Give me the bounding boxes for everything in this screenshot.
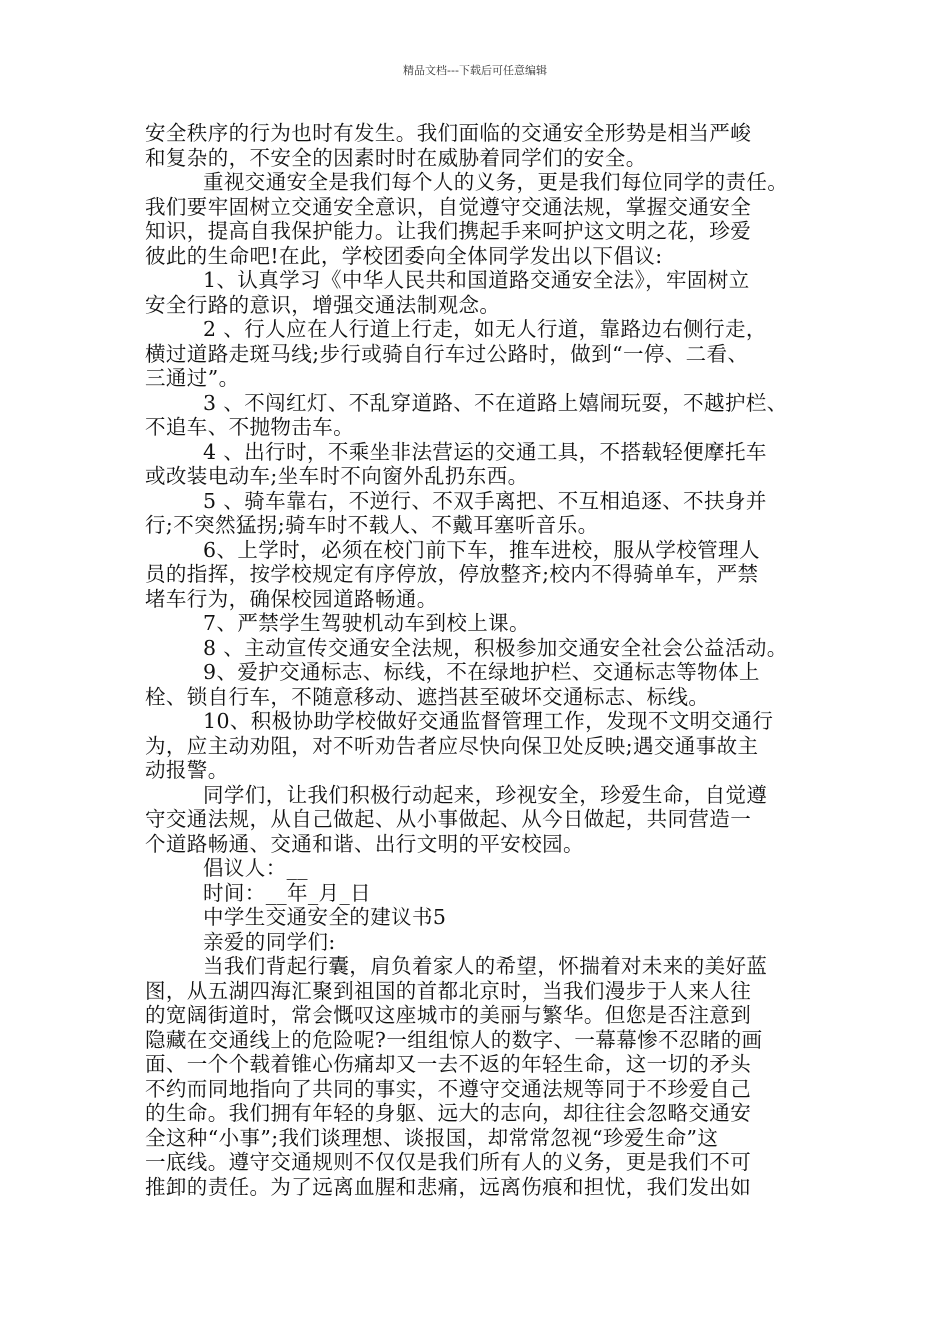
text-line: 知识，提高自我保护能力。让我们携起手来呵护这文明之花，珍爱 [145, 219, 752, 243]
text-line: 中学生交通安全的建议书5 [203, 905, 447, 929]
text-line: 一底线。遵守交通规则不仅仅是我们所有人的义务，更是我们不可 [145, 1150, 752, 1174]
text-line: 不约而同地指向了共同的事实，不遵守交通法规等同于不珍爱自己 [145, 1076, 752, 1101]
text-line: 安全秩序的行为也时有发生。我们面临的交通安全形势是相当严峻 [145, 121, 752, 145]
text-line: 员的指挥，按学校规定有序停放，停放整齐;校内不得骑单车，严禁 [145, 562, 759, 586]
text-line: 的生命。我们拥有年轻的身躯、远大的志向，却往往会忽略交通安 [145, 1101, 752, 1125]
text-line: 6、上学时，必须在校门前下车，推车进校，服从学校管理人 [203, 537, 760, 562]
text-line: 当我们背起行囊，肩负着家人的希望，怀揣着对未来的美好蓝 [203, 954, 768, 978]
text-line: 推卸的责任。为了远离血腥和悲痛，远离伤痕和担忧，我们发出如 [145, 1174, 752, 1199]
text-line: 7、严禁学生驾驶机动车到校上课。 [203, 611, 530, 635]
text-line: 重视交通安全是我们每个人的义务，更是我们每位同学的责任。 [203, 170, 789, 194]
text-line: 横过道路走斑马线;步行或骑自行车过公路时，做到“一停、二看、 [145, 341, 749, 366]
text-line: 1、认真学习《中华人民共和国道路交通安全法》，牢固树立 [203, 268, 750, 292]
text-line: 不追车、不抛物击车。 [145, 415, 354, 439]
text-line: 隐藏在交通线上的危险呢?一组组惊人的数字、一幕幕惨不忍睹的画 [145, 1027, 763, 1052]
text-line: 全这种“小事”;我们谈理想、谈报国，却常常忽视“珍爱生命”这 [145, 1125, 719, 1150]
text-line: 8 、主动宣传交通安全法规，积极参加交通安全社会公益活动。 [203, 635, 788, 660]
text-line: 堵车行为，确保校园道路畅通。 [145, 586, 438, 611]
text-line: 的宽阔街道时，常会慨叹这座城市的美丽与繁华。但您是否注意到 [145, 1003, 752, 1027]
text-line: 为，应主动劝阻，对不听劝告者应尽快向保卫处反映;遇交通事故主 [145, 733, 759, 758]
text-line: 10、积极协助学校做好交通监督管理工作，发现不文明交通行 [203, 709, 774, 733]
text-line: 行;不突然猛拐;骑车时不载人、不戴耳塞听音乐。 [145, 513, 599, 537]
text-line: 彼此的生命吧!在此，学校团委向全体同学发出以下倡议: [145, 243, 663, 268]
text-line: 面、一个个载着锥心伤痛却又一去不返的年轻生命，这一切的矛头 [145, 1052, 752, 1076]
text-line: 个道路畅通、交通和谐、出行文明的平安校园。 [145, 831, 584, 856]
page-header: 精品文档---下载后可任意编辑 [403, 64, 547, 77]
text-line: 同学们，让我们积极行动起来，珍视安全，珍爱生命，自觉遵 [203, 782, 768, 807]
text-line: 4 、出行时，不乘坐非法营运的交通工具，不搭载轻便摩托车 [203, 439, 767, 464]
text-line: 倡议人：__ [203, 856, 308, 880]
text-line: 和复杂的，不安全的因素时时在威胁着同学们的安全。 [145, 145, 647, 170]
text-line: 栓、锁自行车，不随意移动、遮挡甚至破坏交通标志、标线。 [145, 684, 710, 709]
document-body [145, 121, 817, 1199]
text-line: 动报警。 [145, 758, 229, 782]
text-line: 图，从五湖四海汇聚到祖国的首都北京时，当我们漫步于人来人往 [145, 978, 752, 1003]
text-line: 9、爱护交通标志、标线，不在绿地护栏、交通标志等物体上 [203, 660, 760, 684]
text-line: 安全行路的意识，增强交通法制观念。 [145, 292, 501, 317]
text-line: 守交通法规，从自己做起、从小事做起、从今日做起，共同营造一 [145, 807, 752, 831]
text-line: 2 、行人应在人行道上行走，如无人行道，靠路边右侧行走， [203, 317, 767, 341]
text-line: 亲爱的同学们: [203, 929, 336, 954]
text-line: 三通过”。 [145, 366, 240, 390]
text-line: 5 、骑车靠右，不逆行、不双手离把、不互相追逐、不扶身并 [203, 488, 767, 513]
text-line: 我们要牢固树立交通安全意识，自觉遵守交通法规，掌握交通安全 [145, 194, 752, 219]
text-line: 3 、不闯红灯、不乱穿道路、不在道路上嬉闹玩耍，不越护栏、 [203, 390, 788, 415]
text-line: 时间：__年_月_日 [203, 880, 371, 905]
text-line: 或改装电动车;坐车时不向窗外乱扔东西。 [145, 464, 529, 488]
